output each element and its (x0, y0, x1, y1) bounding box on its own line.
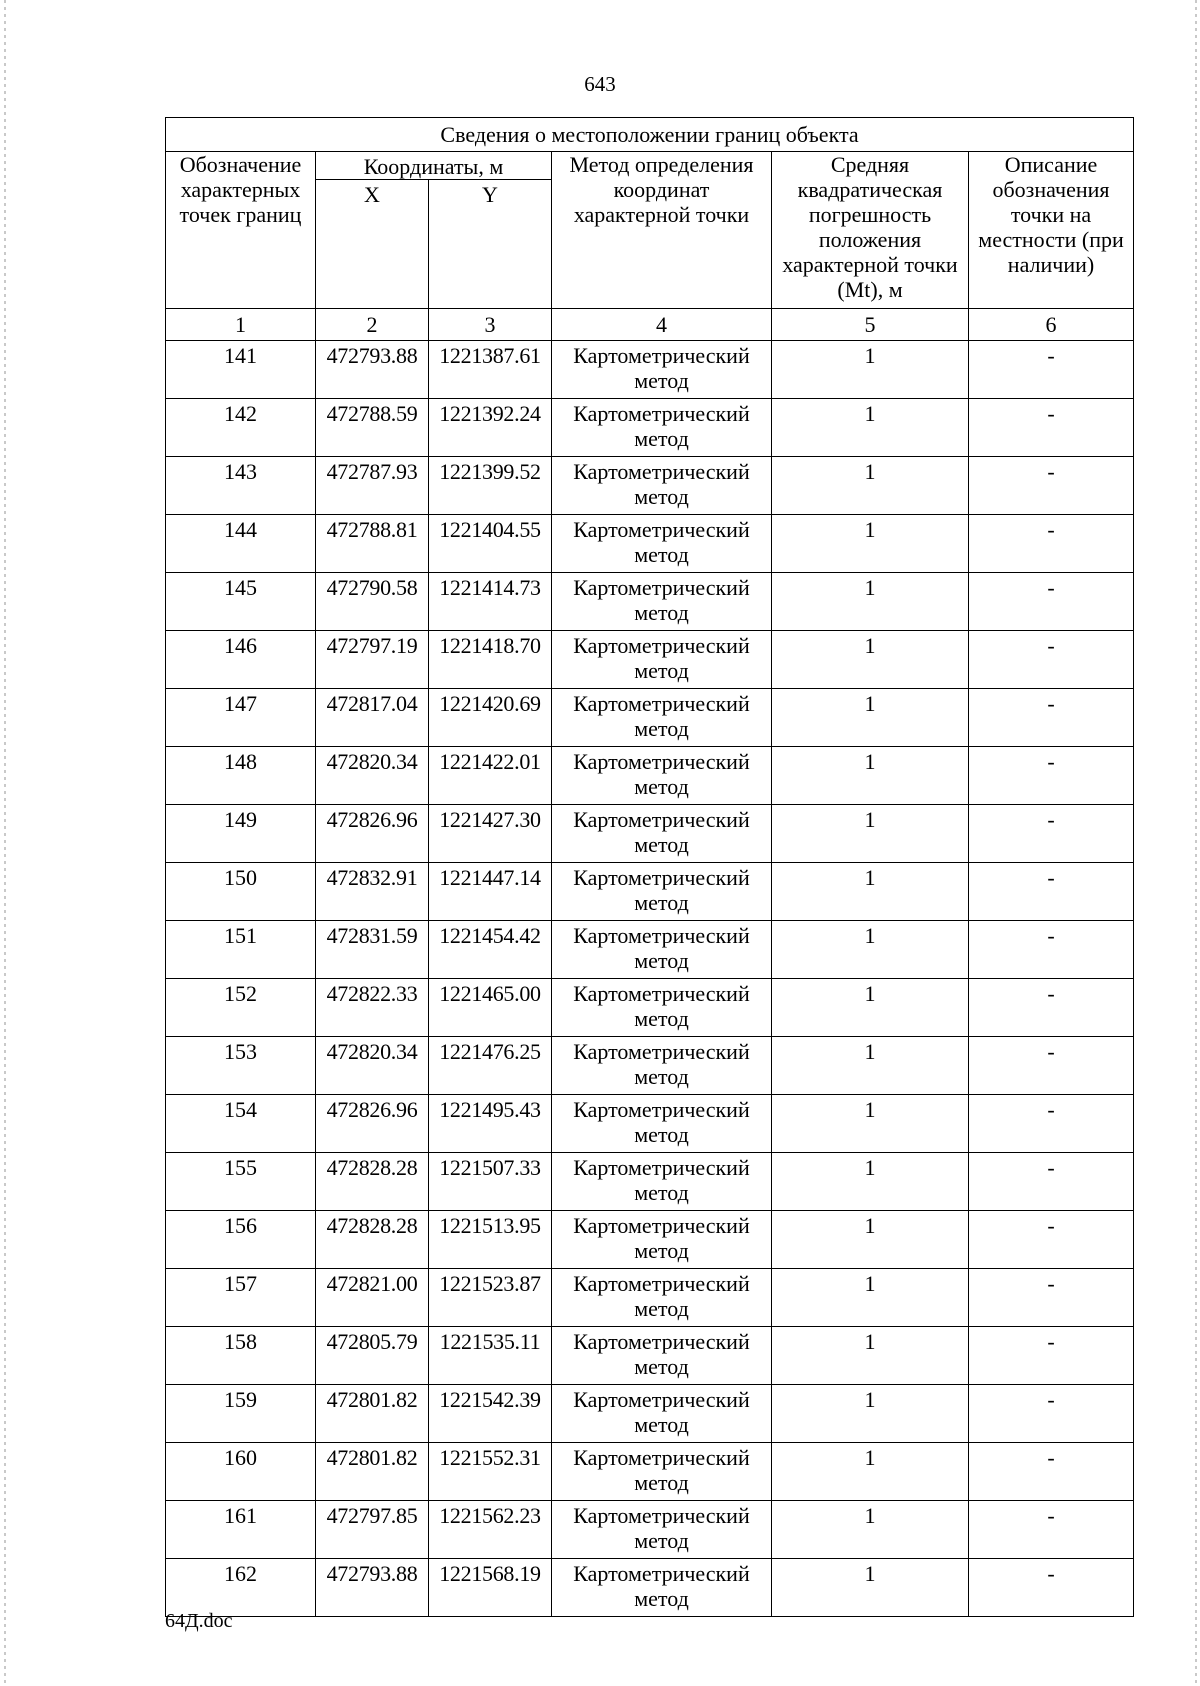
cell-x: 472801.82 (316, 1385, 429, 1443)
cell-point: 147 (166, 689, 316, 747)
cell-method: Картометрический метод (552, 863, 772, 921)
cell-y: 1221387.61 (429, 341, 552, 399)
cell-description: - (969, 1327, 1134, 1385)
cell-x: 472826.96 (316, 805, 429, 863)
cell-description: - (969, 979, 1134, 1037)
cell-y: 1221422.01 (429, 747, 552, 805)
cell-error: 1 (772, 979, 969, 1037)
cell-point: 156 (166, 1211, 316, 1269)
cell-point: 151 (166, 921, 316, 979)
scan-edge-left (4, 0, 6, 1686)
cell-error: 1 (772, 747, 969, 805)
cell-error: 1 (772, 1269, 969, 1327)
cell-x: 472832.91 (316, 863, 429, 921)
header-y: Y (429, 180, 552, 309)
header-x: X (316, 180, 429, 309)
cell-y: 1221420.69 (429, 689, 552, 747)
table-row (166, 1385, 1134, 1443)
cell-method: Картометрический метод (552, 1443, 772, 1501)
table-row (166, 457, 1134, 515)
cell-description: - (969, 515, 1134, 573)
cell-point: 153 (166, 1037, 316, 1095)
cell-method: Картометрический метод (552, 1327, 772, 1385)
cell-x: 472820.34 (316, 1037, 429, 1095)
cell-point: 150 (166, 863, 316, 921)
table-row (166, 399, 1134, 457)
cell-description: - (969, 1443, 1134, 1501)
cell-point: 161 (166, 1501, 316, 1559)
cell-description: - (969, 1559, 1134, 1617)
cell-y: 1221404.55 (429, 515, 552, 573)
table-row (166, 921, 1134, 979)
cell-error: 1 (772, 863, 969, 921)
cell-error: 1 (772, 805, 969, 863)
cell-error: 1 (772, 1153, 969, 1211)
cell-y: 1221476.25 (429, 1037, 552, 1095)
cell-y: 1221513.95 (429, 1211, 552, 1269)
cell-method: Картометрический метод (552, 1269, 772, 1327)
cell-description: - (969, 1153, 1134, 1211)
cell-x: 472787.93 (316, 457, 429, 515)
cell-error: 1 (772, 1443, 969, 1501)
cell-point: 142 (166, 399, 316, 457)
table-row (166, 805, 1134, 863)
cell-x: 472817.04 (316, 689, 429, 747)
cell-x: 472793.88 (316, 341, 429, 399)
cell-y: 1221447.14 (429, 863, 552, 921)
cell-x: 472797.85 (316, 1501, 429, 1559)
cell-error: 1 (772, 921, 969, 979)
cell-point: 145 (166, 573, 316, 631)
cell-description: - (969, 747, 1134, 805)
table-row (166, 1443, 1134, 1501)
table-row (166, 1095, 1134, 1153)
cell-x: 472831.59 (316, 921, 429, 979)
cell-error: 1 (772, 1559, 969, 1617)
cell-y: 1221427.30 (429, 805, 552, 863)
cell-error: 1 (772, 631, 969, 689)
cell-point: 149 (166, 805, 316, 863)
cell-x: 472822.33 (316, 979, 429, 1037)
cell-x: 472793.88 (316, 1559, 429, 1617)
cell-description: - (969, 1095, 1134, 1153)
cell-method: Картометрический метод (552, 1037, 772, 1095)
table-row (166, 631, 1134, 689)
cell-point: 160 (166, 1443, 316, 1501)
table-row (166, 689, 1134, 747)
cell-error: 1 (772, 1385, 969, 1443)
table-body (166, 341, 1134, 1617)
cell-point: 152 (166, 979, 316, 1037)
cell-x: 472788.81 (316, 515, 429, 573)
cell-method: Картометрический метод (552, 689, 772, 747)
cell-y: 1221392.24 (429, 399, 552, 457)
cell-point: 154 (166, 1095, 316, 1153)
cell-point: 155 (166, 1153, 316, 1211)
scan-edge-right (1195, 0, 1197, 1686)
cell-y: 1221418.70 (429, 631, 552, 689)
cell-error: 1 (772, 1327, 969, 1385)
table-row (166, 1037, 1134, 1095)
cell-description: - (969, 399, 1134, 457)
cell-error: 1 (772, 399, 969, 457)
table-row (166, 863, 1134, 921)
table-row (166, 341, 1134, 399)
cell-x: 472797.19 (316, 631, 429, 689)
cell-point: 158 (166, 1327, 316, 1385)
column-number: 4 (552, 309, 772, 341)
table-row (166, 1211, 1134, 1269)
cell-method: Картометрический метод (552, 1153, 772, 1211)
cell-method: Картометрический метод (552, 1211, 772, 1269)
column-number: 6 (969, 309, 1134, 341)
cell-error: 1 (772, 1095, 969, 1153)
cell-description: - (969, 1037, 1134, 1095)
cell-description: - (969, 1385, 1134, 1443)
cell-x: 472828.28 (316, 1211, 429, 1269)
column-number: 3 (429, 309, 552, 341)
cell-description: - (969, 631, 1134, 689)
cell-y: 1221562.23 (429, 1501, 552, 1559)
cell-description: - (969, 1501, 1134, 1559)
footer-filename: 64Д.doc (165, 1610, 233, 1632)
cell-error: 1 (772, 457, 969, 515)
cell-method: Картометрический метод (552, 573, 772, 631)
cell-description: - (969, 921, 1134, 979)
cell-point: 148 (166, 747, 316, 805)
table-row (166, 515, 1134, 573)
cell-point: 144 (166, 515, 316, 573)
cell-y: 1221568.19 (429, 1559, 552, 1617)
cell-point: 159 (166, 1385, 316, 1443)
cell-method: Картометрический метод (552, 631, 772, 689)
cell-point: 162 (166, 1559, 316, 1617)
cell-method: Картометрический метод (552, 921, 772, 979)
cell-y: 1221495.43 (429, 1095, 552, 1153)
cell-error: 1 (772, 515, 969, 573)
cell-error: 1 (772, 689, 969, 747)
cell-x: 472788.59 (316, 399, 429, 457)
header-coords: Координаты, м (316, 152, 552, 180)
table-row (166, 1501, 1134, 1559)
cell-y: 1221542.39 (429, 1385, 552, 1443)
cell-description: - (969, 573, 1134, 631)
table-row (166, 1269, 1134, 1327)
cell-method: Картометрический метод (552, 1385, 772, 1443)
table-row (166, 1153, 1134, 1211)
cell-y: 1221535.11 (429, 1327, 552, 1385)
cell-method: Картометрический метод (552, 515, 772, 573)
cell-description: - (969, 805, 1134, 863)
cell-error: 1 (772, 1037, 969, 1095)
cell-description: - (969, 457, 1134, 515)
cell-method: Картометрический метод (552, 1501, 772, 1559)
cell-method: Картометрический метод (552, 1559, 772, 1617)
header-method: Метод определения координат характерной точки (552, 152, 772, 309)
cell-y: 1221507.33 (429, 1153, 552, 1211)
table-row (166, 1327, 1134, 1385)
cell-description: - (969, 1211, 1134, 1269)
cell-y: 1221465.00 (429, 979, 552, 1037)
cell-y: 1221552.31 (429, 1443, 552, 1501)
column-number: 1 (166, 309, 316, 341)
table-caption: Сведения о местоположении границ объекта (166, 118, 1134, 152)
column-number: 2 (316, 309, 429, 341)
cell-y: 1221523.87 (429, 1269, 552, 1327)
column-numbers-row (166, 309, 1134, 341)
table-row (166, 979, 1134, 1037)
table-row (166, 573, 1134, 631)
cell-description: - (969, 863, 1134, 921)
page-number: 643 (584, 72, 616, 96)
cell-x: 472805.79 (316, 1327, 429, 1385)
cell-method: Картометрический метод (552, 805, 772, 863)
cell-error: 1 (772, 341, 969, 399)
header-point: Обозначение характерных точек границ (166, 152, 316, 309)
cell-error: 1 (772, 1211, 969, 1269)
cell-method: Картометрический метод (552, 1095, 772, 1153)
cell-x: 472821.00 (316, 1269, 429, 1327)
cell-x: 472820.34 (316, 747, 429, 805)
cell-description: - (969, 1269, 1134, 1327)
table-row (166, 1559, 1134, 1617)
table-row (166, 747, 1134, 805)
header-description: Описание обозначения точки на местности (при наличии) (969, 152, 1134, 309)
cell-point: 146 (166, 631, 316, 689)
cell-y: 1221454.42 (429, 921, 552, 979)
cell-description: - (969, 689, 1134, 747)
header-error: Средняя квадратическая погрешность положения характерной точки (Mt), м (772, 152, 969, 309)
cell-x: 472790.58 (316, 573, 429, 631)
boundary-points-table (165, 117, 1134, 1617)
cell-point: 143 (166, 457, 316, 515)
cell-x: 472801.82 (316, 1443, 429, 1501)
cell-method: Картометрический метод (552, 399, 772, 457)
cell-x: 472826.96 (316, 1095, 429, 1153)
cell-description: - (969, 341, 1134, 399)
cell-y: 1221399.52 (429, 457, 552, 515)
cell-y: 1221414.73 (429, 573, 552, 631)
cell-point: 157 (166, 1269, 316, 1327)
column-number: 5 (772, 309, 969, 341)
cell-method: Картометрический метод (552, 979, 772, 1037)
cell-x: 472828.28 (316, 1153, 429, 1211)
cell-method: Картометрический метод (552, 457, 772, 515)
cell-point: 141 (166, 341, 316, 399)
cell-method: Картометрический метод (552, 747, 772, 805)
cell-method: Картометрический метод (552, 341, 772, 399)
cell-error: 1 (772, 1501, 969, 1559)
cell-error: 1 (772, 573, 969, 631)
